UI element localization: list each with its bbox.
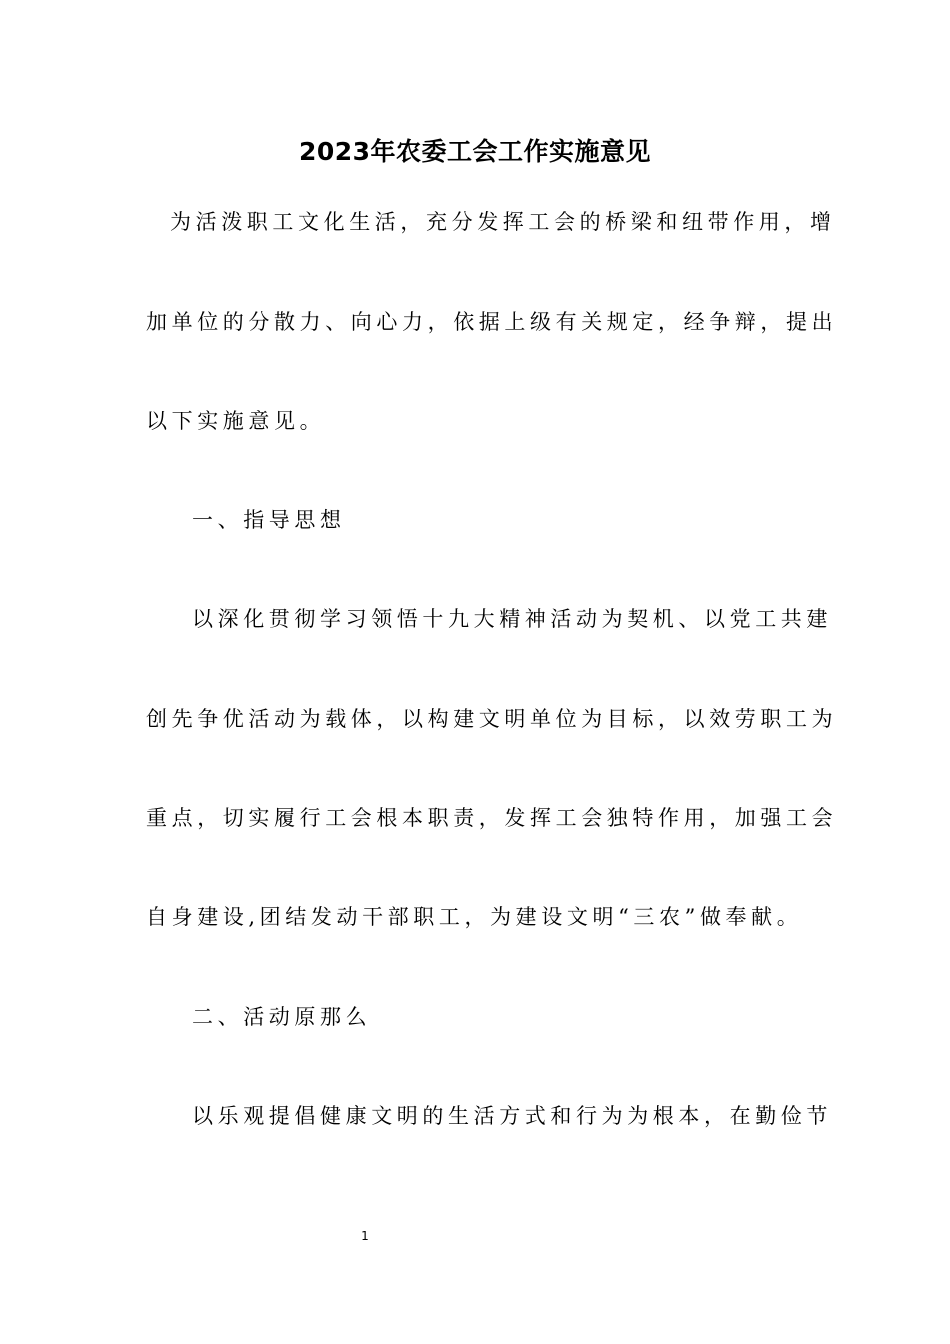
page-number: 1 (361, 1229, 369, 1243)
paragraph-line: 为活泼职工文化生活，充分发挥工会的桥梁和纽带作用，增 (170, 210, 836, 234)
paragraph-line: 以深化贯彻学习领悟十九大精神活动为契机、以党工共建 (192, 607, 832, 631)
paragraph-line: 加单位的分散力、向心力，依据上级有关规定，经争辩，提出 (146, 310, 838, 334)
paragraph-line: 以乐观提倡健康文明的生活方式和行为为根本，在勤俭节 (192, 1104, 832, 1128)
section-heading: 二、活动原那么 (192, 1005, 372, 1029)
section-heading: 一、指导思想 (192, 508, 346, 532)
paragraph-line: 重点，切实履行工会根本职责，发挥工会独特作用，加强工会 (146, 806, 838, 830)
paragraph-line: 创先争优活动为载体，以构建文明单位为目标，以效劳职工为 (146, 707, 838, 731)
document-title: 2023年农委工会工作实施意见 (298, 137, 652, 166)
paragraph-line: 以下实施意见。 (146, 409, 326, 433)
paragraph-line: 自身建设,团结发动干部职工，为建设文明“三农”做奉献。 (146, 905, 803, 929)
